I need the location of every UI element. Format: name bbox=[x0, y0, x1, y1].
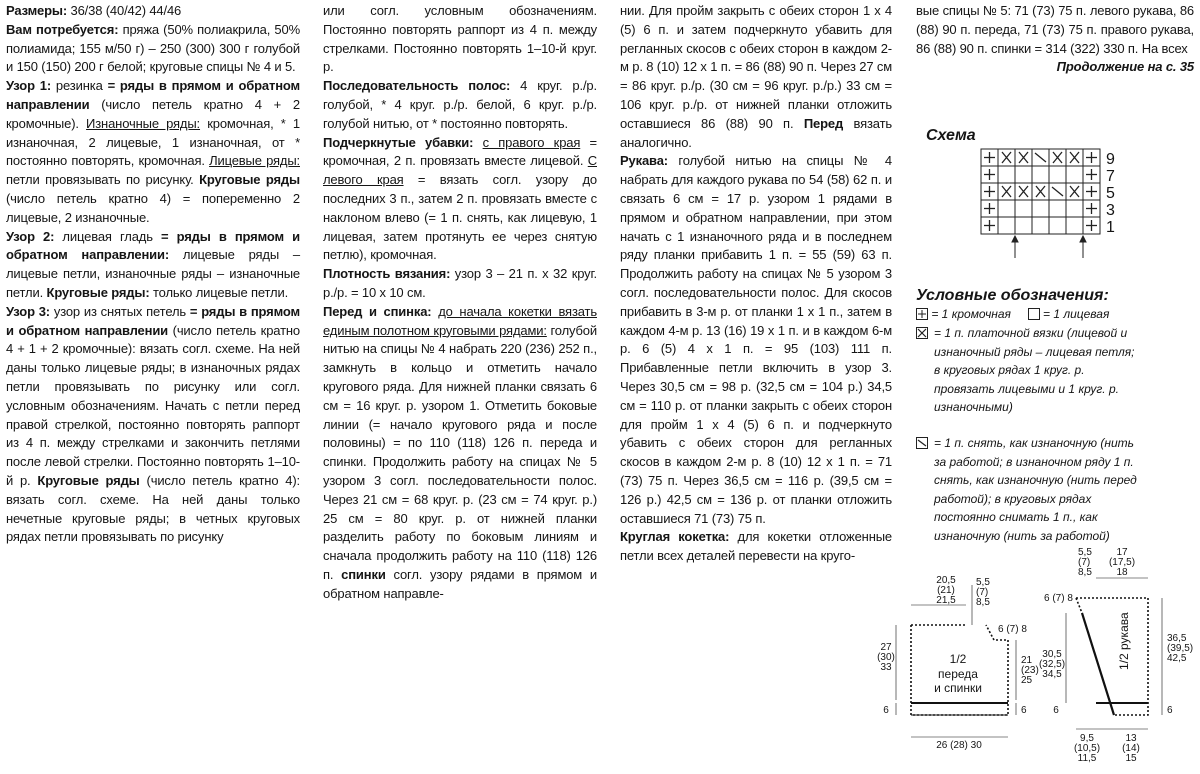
svg-text:33: 33 bbox=[880, 662, 892, 673]
body-label-1: 1/2 bbox=[949, 652, 967, 666]
chart-cell bbox=[998, 200, 1015, 217]
front-back-paragraph: Перед и спинка: до начала кокетки вязать единым полотном круговыми рядами: голубой нитью на спицы № 4 набрать 220 (236) 252 п., замкнуть в кольцо и отметить начало кругового ряда. Для нижней планки связать 6 см = 16 круг. р. узором 1. Отметить боковые линии (= начало кругового ряда и после половины) = по 110 (118) 126 п. переда и спинки. Продолжить работу на спицах № 5 узором 3 согл. последовательности полос. Через 21 см = 68 круг. р. (23 см = 74 круг. р.) 25 см = 80 круг. р. от нижней планки разделить работу по боковым линиям и сначала продолжить работу на 110 (118) 126 п. спинки согл. узору рядами в прямом и обратном направле- bbox=[323, 303, 597, 601]
knit-stitch-icon bbox=[1028, 308, 1040, 320]
svg-text:(21): (21) bbox=[937, 585, 955, 596]
schema-title: Схема bbox=[926, 127, 976, 144]
stripe-sequence-paragraph: Последовательность полос: 4 круг. р./р. голубой, * 4 круг. р./р. белой, 6 круг. р./р. голубой нитью, от * постоянно повторять. bbox=[323, 78, 597, 131]
pattern-1-paragraph: Узор 1: резинка = ряды в прямом и обратном направлении (число петель кратно 4 + 2 кромочные). Изнаночные ряды: кромочная, * 1 изнаночная, 2 лицевые, 1 изнаночная, от * постоянно повторять, кромочная. Лицевые ряды: петли провязывать по рисунку. Круговые ряды (число петель кратно 4) = попеременно 2 лицевые, 2 изнаночные. bbox=[6, 78, 301, 225]
svg-text:(39,5): (39,5) bbox=[1167, 643, 1194, 654]
svg-text:27: 27 bbox=[880, 642, 892, 653]
legend-title: Условные обозначения: bbox=[916, 287, 1109, 304]
svg-text:5,5: 5,5 bbox=[976, 577, 990, 588]
continuation-paragraph: или согл. условным обозначениям. Постоянно повторять раппорт из 4 п. между стрелками. Постоянно повторять 1–10-й круг. р. bbox=[323, 3, 597, 75]
text-column-4 bbox=[916, 2, 1194, 77]
svg-text:34,5: 34,5 bbox=[1042, 669, 1062, 680]
chart-cell bbox=[1066, 166, 1083, 183]
legend-row-edge-knit: = 1 кромочная = 1 лицевая bbox=[916, 305, 1196, 324]
edge-stitch-icon bbox=[916, 308, 928, 320]
svg-text:(32,5): (32,5) bbox=[1038, 659, 1066, 670]
svg-text:11,5: 11,5 bbox=[1077, 753, 1097, 764]
svg-text:36,5: 36,5 bbox=[1167, 633, 1187, 644]
body-label-2: переда bbox=[938, 667, 978, 681]
gauge-paragraph: Плотность вязания: узор 3 – 21 п. х 32 круг. р./р. = 10 х 10 см. bbox=[323, 266, 597, 300]
sizes-paragraph: Размеры: 36/38 (40/42) 44/46 bbox=[6, 3, 182, 18]
garter-stitch-icon bbox=[916, 327, 928, 339]
svg-text:42,5: 42,5 bbox=[1167, 653, 1187, 664]
sleeve-piece bbox=[1076, 598, 1148, 715]
svg-text:(14): (14) bbox=[1122, 743, 1140, 754]
text-column-2 bbox=[323, 2, 597, 604]
continued-note: Продолжение на с. 35 bbox=[1056, 59, 1194, 75]
chart-cell bbox=[1066, 200, 1083, 217]
chart-cell bbox=[1032, 200, 1049, 217]
pattern-3-paragraph: Узор 3: узор из снятых петель = ряды в прямом и обратном направлении (число петель кратно 4 + 1 + 2 кромочные): вязать согл. схеме. На ней даны только лицевые ряды; в изнаночных рядах петли провязывать по рисунку или согл. условным обозначениям. Начать с петли перед правой стрелкой, постоянно повторять раппорт из 4 п. между стрелками и закончить петлями после левой стрелки. Постоянно повторять 1–10-й р. Круговые ряды (число петель кратно 4): вязать согл. схеме. На ней даны только нечетные круговые ряды; в четных круговых рядах петли провязывать по рисунку bbox=[6, 303, 300, 545]
chart-cell bbox=[1015, 166, 1032, 183]
chart-cell bbox=[998, 217, 1015, 234]
yoke-paragraph: Круглая кокетка: для кокетки отложенные петли всех деталей перевести на круго- bbox=[620, 529, 893, 564]
svg-text:8,5: 8,5 bbox=[1078, 567, 1092, 578]
legend-row-garter: = 1 п. платочной вязки (лицевой и изнаночный ряды – лицевая петля; в круговых рядах 1 круг. р. провязать лицевыми и 1 круг. р. изнаночными) bbox=[916, 324, 1140, 417]
svg-text:(7): (7) bbox=[976, 587, 989, 598]
yoke-continuation-paragraph: вые спицы № 5: 71 (73) 75 п. левого рукава, 86 (88) 90 п. переда, 71 (73) 75 п. правого рукава, 86 (88) 90 п. спинки = 314 (322) 330 п. На всех bbox=[916, 3, 1194, 56]
chart-row-number: 1 bbox=[1106, 219, 1115, 236]
text-column-1 bbox=[6, 2, 300, 547]
chart-cell bbox=[1015, 217, 1032, 234]
back-continuation-paragraph: нии. Для пройм закрыть с обеих сторон 1 х 4 (5) 6 п. и затем подчеркнуто убавить для регланных скосов с обеих сторон в каждом 2-м р. 8 (10) 12 х 1 п. = 86 (88) 90 п. Через 27 см = 86 круг. р./р. (30 см = 96 круг. р./р.) 33 см = 106 круг. р./р. от нижней планки отложить оставшиеся 86 (88) 90 п. Перед вязать аналогично. bbox=[620, 3, 893, 150]
svg-text:6: 6 bbox=[883, 705, 889, 716]
svg-text:20,5: 20,5 bbox=[936, 575, 956, 586]
arrow-left-icon bbox=[1012, 236, 1018, 258]
sleeve-label: 1/2 рукава bbox=[1117, 612, 1131, 670]
chart-cell bbox=[1049, 217, 1066, 234]
svg-text:(23): (23) bbox=[1021, 665, 1039, 676]
svg-text:26 (28) 30: 26 (28) 30 bbox=[936, 740, 982, 751]
svg-text:6: 6 bbox=[1167, 705, 1173, 716]
text-column-3 bbox=[620, 2, 892, 566]
chart-cell bbox=[1066, 217, 1083, 234]
svg-text:21: 21 bbox=[1021, 655, 1033, 666]
svg-text:21,5: 21,5 bbox=[936, 595, 956, 606]
chart-cell bbox=[1049, 166, 1066, 183]
svg-text:17: 17 bbox=[1116, 547, 1128, 558]
knitting-chart bbox=[975, 145, 1135, 270]
chart-row-number: 3 bbox=[1106, 202, 1115, 219]
pattern-2-paragraph: Узор 2: лицевая гладь = ряды в прямом и обратном направлении: лицевые ряды – лицевые петли, изнаночные ряды – изнаночные петли. Круговые ряды: только лицевые петли. bbox=[6, 228, 300, 300]
svg-text:6: 6 bbox=[1053, 705, 1059, 716]
chart-cell bbox=[1032, 217, 1049, 234]
svg-text:30,5: 30,5 bbox=[1042, 649, 1062, 660]
svg-text:(17,5): (17,5) bbox=[1108, 557, 1136, 568]
svg-text:6 (7) 8: 6 (7) 8 bbox=[998, 624, 1027, 635]
chart-cell bbox=[998, 166, 1015, 183]
legend-row-slip: = 1 п. снять, как изнаночную (нить за работой; в изнаночном ряду 1 п. снять, как изнаночную (нить перед работой); в круговых рядах постоянно снимать 1 п., как изнаночную (нить за работой) bbox=[916, 434, 1140, 545]
arrow-right-icon bbox=[1080, 236, 1086, 258]
svg-text:(30): (30) bbox=[877, 652, 895, 663]
body-label-3: и спинки bbox=[934, 681, 982, 695]
svg-text:13: 13 bbox=[1125, 733, 1137, 744]
sleeves-paragraph: Рукава: голубой нитью на спицы № 4 набрать для каждого рукава по 54 (58) 62 п. и связать 6 см = 17 р. узором 1 рядами в прямом и обратном направлении, при этом начать с 1 изнаночного ряда и в последнем ряду планки прибавить 1 п. = 55 (59) 63 п. Продолжить работу на спицах № 5 узором 3 согл. последовательности полос. Для скосов прибавить в 3-м р. от планки 1 х 1 п., затем в каждом 4-м р. 13 (16) 19 х 1 п. и в каждом 6-м р. 6 (5) 4 х 1 п. = 95 (103) 111 п. Прибавленные петли включить в узор 3. Через 30,5 см = 98 р. (32,5 см = 104 р.) 34,5 см = 110 р. от планки закрыть с обеих сторон для пройм 1 х 4 (5) 6 п. и подчеркнуто убавить с обеих сторон для регланных скосов в каждом 2-м р. 8 (10) 12 х 1 п. = 71 (73) 75 п. Через 36,5 см = 116 р. (39,5 см = 126 р.) 42,5 см = 136 р. от планки отложить оставшиеся 71 (73) 75 п. bbox=[620, 153, 892, 526]
chart-row-number: 5 bbox=[1106, 185, 1115, 202]
chart-cell bbox=[1049, 200, 1066, 217]
svg-text:9,5: 9,5 bbox=[1080, 733, 1094, 744]
slip-stitch-icon bbox=[916, 437, 928, 449]
svg-text:8,5: 8,5 bbox=[976, 597, 990, 608]
svg-text:15: 15 bbox=[1125, 753, 1137, 764]
chart-row-number: 9 bbox=[1106, 151, 1115, 168]
svg-text:(7): (7) bbox=[1078, 557, 1091, 568]
svg-text:6: 6 bbox=[1021, 705, 1027, 716]
svg-text:5,5: 5,5 bbox=[1078, 547, 1092, 558]
svg-text:25: 25 bbox=[1021, 675, 1033, 686]
pattern-diagram bbox=[866, 545, 1196, 771]
chart-cell bbox=[1015, 200, 1032, 217]
chart-cell bbox=[1032, 166, 1049, 183]
svg-text:(10,5): (10,5) bbox=[1073, 743, 1101, 754]
chart-row-number: 7 bbox=[1106, 168, 1115, 185]
svg-text:18: 18 bbox=[1116, 567, 1128, 578]
svg-text:6 (7) 8: 6 (7) 8 bbox=[1044, 593, 1073, 604]
decreases-paragraph: Подчеркнутые убавки: с правого края = кромочная, 2 п. провязать вместе лицевой. С левого края = вязать согл. узору до последних 3 п., затем 2 п. провязать вместе с наклоном влево (= 1 п. снять, как лицевую, 1 лицевая, затем протянуть ее через снятую петлю), кромочная. bbox=[323, 134, 597, 263]
materials-paragraph: Вам потребуется: пряжа (50% полиакрила, 50% полиамида; 155 м/50 г) – 250 (300) 300 г голубой и 150 (150) 200 г белой; круговые спицы № 4 и 5. bbox=[6, 21, 300, 75]
